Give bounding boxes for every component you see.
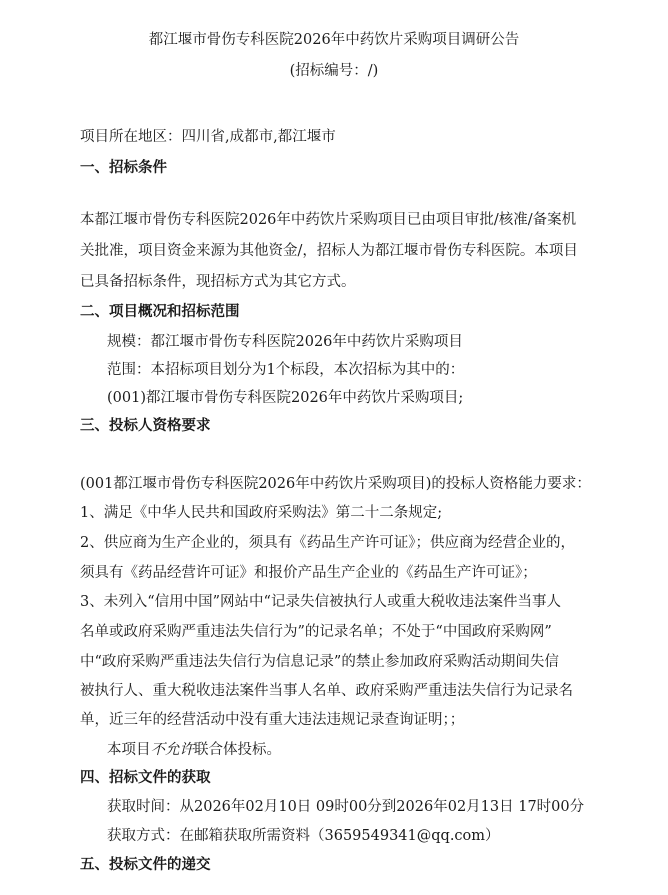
project-region: 项目所在地区：四川省,成都市,都江堰市	[80, 129, 336, 145]
joint-bid-not-allowed: 不允许	[150, 742, 194, 758]
section-3-title: 三、投标人资格要求	[80, 418, 211, 434]
requirement-3-line-1: 3、未列入“信用中国”网站中“记录失信被执行人或重大税收违法案件当事人	[80, 594, 561, 610]
project-range: 范围：本招标项目划分为1个标段，本次招标为其中的：	[107, 362, 465, 378]
section-1-title: 一、招标条件	[80, 160, 167, 176]
section-2-title: 二、项目概况和招标范围	[80, 304, 240, 320]
section-1-paragraph-line-2: 关批准，项目资金来源为其他资金/，招标人为都江堰市骨伤专科医院。本项目	[80, 243, 578, 259]
joint-bid-statement	[107, 740, 281, 760]
requirement-2-line-1: 2、供应商为生产企业的，须具有《药品生产许可证》；供应商为经营企业的，	[80, 535, 575, 551]
document-title: 都江堰市骨伤专科医院2026年中药饮片采购项目调研公告	[148, 32, 520, 48]
section-1-paragraph-line-3: 已具备招标条件，现招标方式为其它方式。	[80, 274, 356, 290]
acquisition-method: 获取方式：在邮箱获取所需资料（3659549341@qq.com）	[107, 828, 500, 844]
bid-number: (招标编号：/)	[289, 63, 379, 79]
requirement-3-line-2: 名单或政府采购严重违法失信行为”的记录名单；不处于“中国政府采购网”	[80, 624, 552, 640]
joint-bid-prefix: 本项目	[107, 742, 151, 758]
requirement-3-line-3: 中“政府采购严重违法失信行为信息记录”的禁止参加政府采购活动期间失信	[80, 654, 559, 670]
joint-bid-suffix: 联合体投标。	[194, 742, 281, 758]
requirement-1: 1、满足《中华人民共和国政府采购法》第二十二条规定;	[80, 505, 443, 521]
qualification-intro: (001都江堰市骨伤专科医院2026年中药饮片采购项目)的投标人资格能力要求：	[80, 476, 591, 492]
project-lot: (001)都江堰市骨伤专科医院2026年中药饮片采购项目;	[107, 390, 464, 406]
section-1-paragraph-line-1: 本都江堰市骨伤专科医院2026年中药饮片采购项目已由项目审批/核准/备案机	[80, 212, 577, 228]
requirement-3-line-4: 被执行人、重大税收违法案件当事人名单、政府采购严重违法失信行为记录名	[80, 683, 573, 699]
section-4-title: 四、招标文件的获取	[80, 770, 211, 786]
acquisition-time: 获取时间：从2026年02月10日 09时00分到2026年02月13日 17时00分	[107, 799, 585, 815]
requirement-2-line-2: 须具有《药品经营许可证》和报价产品生产企业的《药品生产许可证》；	[80, 565, 537, 581]
section-5-title: 五、投标文件的递交	[80, 857, 211, 873]
project-scale: 规模：都江堰市骨伤专科医院2026年中药饮片采购项目	[107, 334, 463, 350]
requirement-3-line-5: 单，近三年的经营活动中没有重大违法违规记录查询证明；；	[80, 712, 465, 728]
